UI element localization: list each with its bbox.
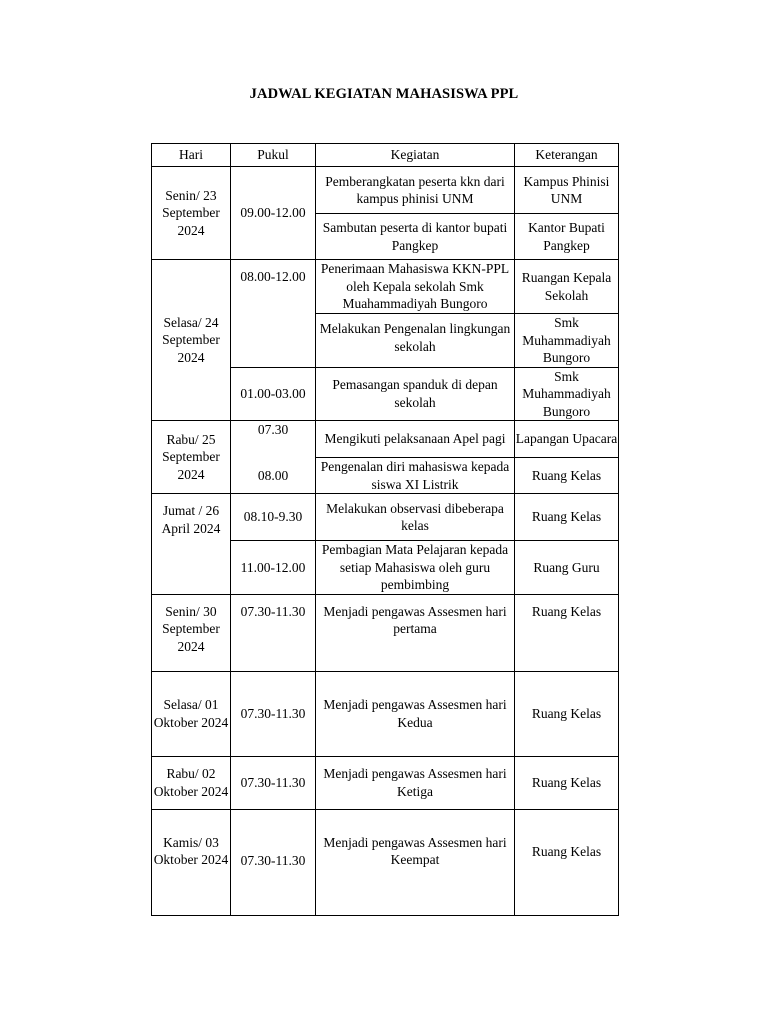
header-kegiatan: Kegiatan bbox=[316, 144, 515, 167]
kegiatan-cell: Pemberangkatan peserta kkn dari kampus phinisi UNM bbox=[316, 167, 515, 214]
pukul-cell: 07.30-11.30 bbox=[231, 594, 316, 671]
hari-cell: Jumat / 26 April 2024 bbox=[152, 494, 231, 595]
table-row bbox=[152, 756, 619, 809]
hari-cell: Kamis/ 03 Oktober 2024 bbox=[152, 809, 231, 915]
kegiatan-cell: Menjadi pengawas Assesmen hari Kedua bbox=[316, 671, 515, 756]
keterangan-cell: Ruang Kelas bbox=[515, 671, 619, 756]
pukul-cell: 01.00-03.00 bbox=[231, 367, 316, 421]
kegiatan-cell: Mengikuti pelaksanaan Apel pagi bbox=[316, 421, 515, 458]
hari-cell: Rabu/ 25 September 2024 bbox=[152, 421, 231, 494]
pukul-cell: 07.30-11.30 bbox=[231, 671, 316, 756]
header-pukul: Pukul bbox=[231, 144, 316, 167]
keterangan-cell: Ruang Kelas bbox=[515, 756, 619, 809]
kegiatan-cell: Melakukan observasi dibeberapa kelas bbox=[316, 494, 515, 541]
header-hari: Hari bbox=[152, 144, 231, 167]
pukul-cell: 11.00-12.00 bbox=[231, 541, 316, 595]
kegiatan-cell: Pemasangan spanduk di depan sekolah bbox=[316, 367, 515, 421]
keterangan-cell: Kampus Phinisi UNM bbox=[515, 167, 619, 214]
keterangan-cell: Ruang Kelas bbox=[515, 458, 619, 494]
pukul-cell: 07.30-11.30 bbox=[231, 756, 316, 809]
keterangan-cell: Ruang Kelas bbox=[515, 809, 619, 915]
keterangan-cell: Ruang Guru bbox=[515, 541, 619, 595]
pukul-cell: 08.00 bbox=[231, 458, 316, 494]
pukul-cell: 08.10-9.30 bbox=[231, 494, 316, 541]
header-keterangan: Keterangan bbox=[515, 144, 619, 167]
hari-cell: Selasa/ 24 September 2024 bbox=[152, 260, 231, 421]
keterangan-cell: Smk Muhammadiyah Bungoro bbox=[515, 314, 619, 368]
pukul-cell: 07.30 bbox=[231, 421, 316, 458]
hari-cell: Senin/ 30 September 2024 bbox=[152, 594, 231, 671]
table-row bbox=[152, 594, 619, 671]
keterangan-cell: Smk Muhammadiyah Bungoro bbox=[515, 367, 619, 421]
keterangan-cell: Ruangan Kepala Sekolah bbox=[515, 260, 619, 314]
kegiatan-cell: Pengenalan diri mahasiswa kepada siswa XI Listrik bbox=[316, 458, 515, 494]
keterangan-cell: Ruang Kelas bbox=[515, 594, 619, 671]
table-row bbox=[152, 167, 619, 214]
kegiatan-cell: Menjadi pengawas Assesmen hari pertama bbox=[316, 594, 515, 671]
kegiatan-cell: Menjadi pengawas Assesmen hari Ketiga bbox=[316, 756, 515, 809]
kegiatan-cell: Penerimaan Mahasiswa KKN-PPL oleh Kepala sekolah Smk Muahammadiyah Bungoro bbox=[316, 260, 515, 314]
pukul-cell: 08.00-12.00 bbox=[231, 260, 316, 368]
keterangan-cell: Ruang Kelas bbox=[515, 494, 619, 541]
table-row bbox=[152, 421, 619, 458]
table-row bbox=[152, 494, 619, 541]
hari-cell: Senin/ 23 September 2024 bbox=[152, 167, 231, 260]
table-row bbox=[152, 671, 619, 756]
pukul-cell: 07.30-11.30 bbox=[231, 809, 316, 915]
document-title: JADWAL KEGIATAN MAHASISWA PPL bbox=[249, 86, 519, 102]
pukul-cell: 09.00-12.00 bbox=[231, 167, 316, 260]
keterangan-cell: Kantor Bupati Pangkep bbox=[515, 214, 619, 260]
kegiatan-cell: Pembagian Mata Pelajaran kepada setiap Mahasiswa oleh guru pembimbing bbox=[316, 541, 515, 595]
keterangan-cell: Lapangan Upacara bbox=[515, 421, 619, 458]
table-row bbox=[152, 809, 619, 915]
table-row bbox=[152, 260, 619, 314]
header-row bbox=[152, 144, 619, 167]
kegiatan-cell: Sambutan peserta di kantor bupati Pangkep bbox=[316, 214, 515, 260]
schedule-table bbox=[151, 143, 619, 916]
kegiatan-cell: Melakukan Pengenalan lingkungan sekolah bbox=[316, 314, 515, 368]
hari-cell: Selasa/ 01 Oktober 2024 bbox=[152, 671, 231, 756]
hari-cell: Rabu/ 02 Oktober 2024 bbox=[152, 756, 231, 809]
kegiatan-cell: Menjadi pengawas Assesmen hari Keempat bbox=[316, 809, 515, 915]
